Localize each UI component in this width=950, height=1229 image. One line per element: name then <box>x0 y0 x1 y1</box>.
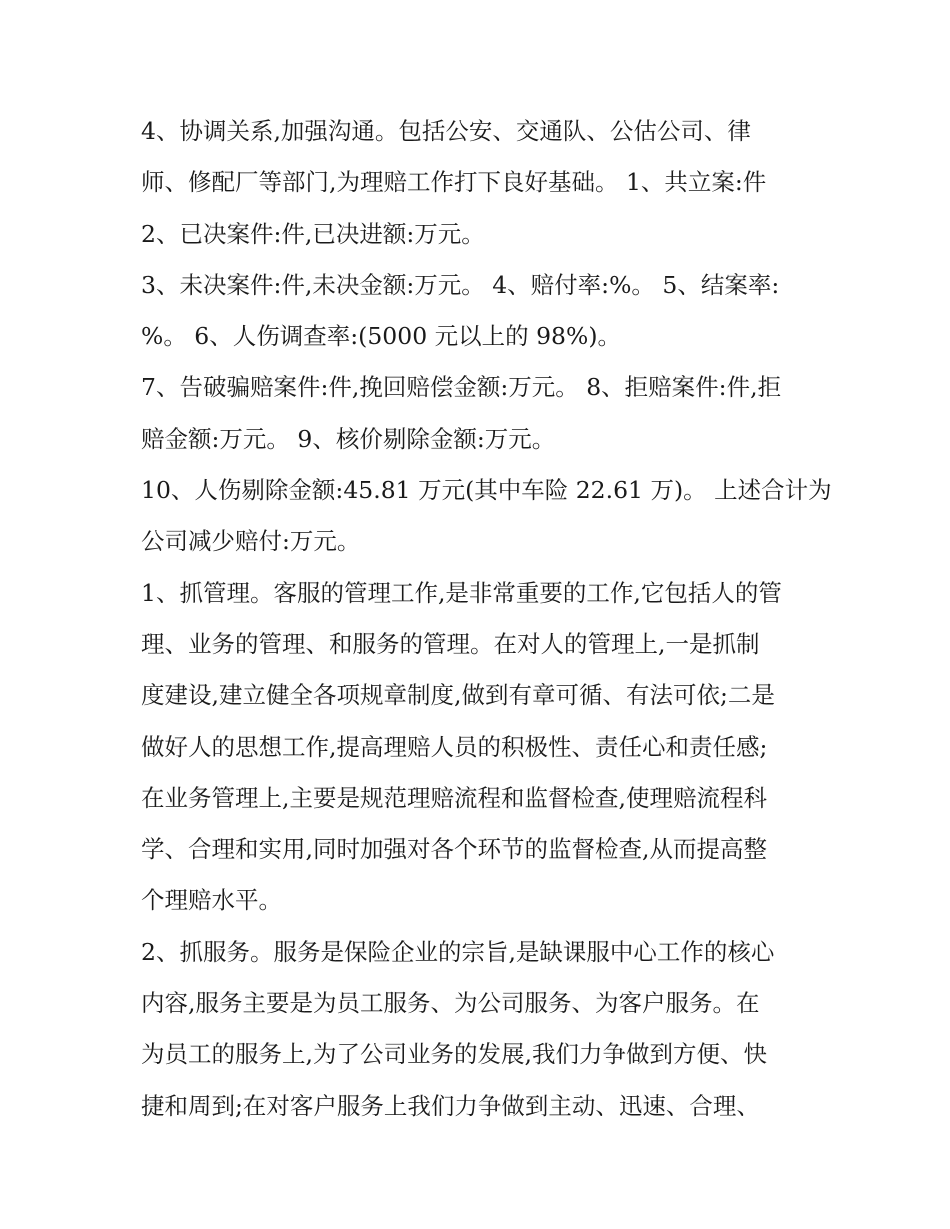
text-line: 内容,服务主要是为员工服务、为公司服务、为客户服务。在 <box>141 989 760 1018</box>
text-line: 2、已决案件:件,已决进额:万元。 <box>141 219 485 248</box>
text-line: 理、业务的管理、和服务的管理。在对人的管理上,一是抓制 <box>141 629 760 658</box>
text-line: 公司减少赔付:万元。 <box>141 527 361 556</box>
text-line: 学、合理和实用,同时加强对各个环节的监督检查,从而提高整 <box>141 835 767 864</box>
text-line: 3、未决案件:件,未决金额:万元。 4、赔付率:%。 5、结案率: <box>141 270 780 299</box>
text-line: 个理赔水平。 <box>141 886 282 915</box>
text-line: 捷和周到;在对客户服务上我们力争做到主动、迅速、合理、 <box>141 1091 760 1120</box>
text-line: 在业务管理上,主要是规范理赔流程和监督检查,使理赔流程科 <box>141 783 767 812</box>
text-line: 为员工的服务上,为了公司业务的发展,我们力争做到方便、快 <box>141 1040 767 1069</box>
text-line: 4、协调关系,加强沟通。包括公安、交通队、公估公司、律 <box>141 117 751 145</box>
document-body <box>141 106 832 1132</box>
text-line: 度建设,建立健全各项规章制度,做到有章可循、有法可依;二是 <box>141 681 775 710</box>
text-line: 做好人的思想工作,提高理赔人员的积极性、责任心和责任感; <box>141 732 768 761</box>
text-line: 师、修配厂等部门,为理赔工作打下良好基础。 1、共立案:件 <box>141 168 767 197</box>
text-line: 1、抓管理。客服的管理工作,是非常重要的工作,它包括人的管 <box>141 578 782 607</box>
text-line: 2、抓服务。服务是保险企业的宗旨,是缺课服中心工作的核心 <box>141 937 775 966</box>
text-line: %。 6、人伤调查率:(5000 元以上的 98%)。 <box>141 322 621 351</box>
text-line: 10、人伤剔除金额:45.81 万元(其中车险 22.61 万)。 上述合计为 <box>141 476 832 505</box>
text-line: 7、告破骗赔案件:件,挽回赔偿金额:万元。 8、拒赔案件:件,拒 <box>141 373 782 402</box>
text-line: 赔金额:万元。 9、核价剔除金额:万元。 <box>141 424 556 453</box>
